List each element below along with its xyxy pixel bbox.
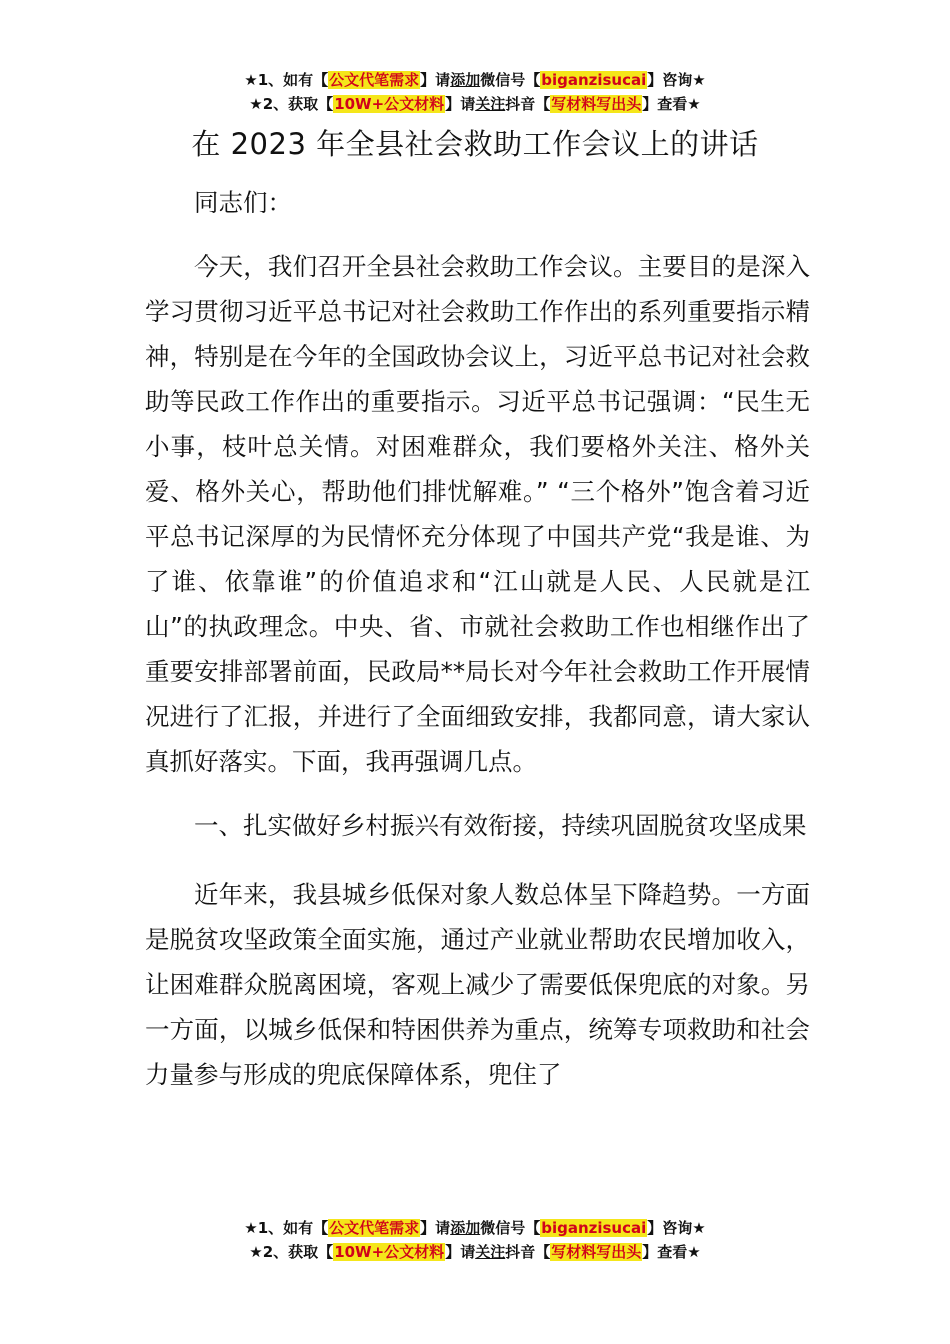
notice-highlight: 公文代笔需求 xyxy=(329,1219,420,1237)
salutation: 同志们： xyxy=(194,188,292,217)
notice-text: 】咨询★ xyxy=(647,71,706,89)
notice-text: 抖音【 xyxy=(505,95,551,113)
notice-text: ★1、如有【 xyxy=(244,1219,329,1237)
notice-highlight: 10W+公文材料 xyxy=(334,1243,445,1261)
notice-text: 】请 xyxy=(445,1243,476,1261)
footer-notice-banner xyxy=(0,1216,950,1264)
notice-highlight: biganzisucai xyxy=(541,1219,647,1237)
notice-highlight: biganzisucai xyxy=(541,71,647,89)
document-body xyxy=(145,180,810,1097)
notice-highlight: 公文代笔需求 xyxy=(329,71,420,89)
notice-highlight: 写材料写出头 xyxy=(551,95,642,113)
notice-underline: 关注 xyxy=(475,1243,506,1261)
notice-underline: 添加 xyxy=(450,71,481,89)
notice-text: 】请 xyxy=(420,1219,451,1237)
notice-text: 】查看★ xyxy=(642,1243,701,1261)
notice-line-1 xyxy=(0,68,950,92)
notice-text: 】查看★ xyxy=(642,95,701,113)
notice-text: 微信号【 xyxy=(480,71,541,89)
notice-line-2 xyxy=(0,1240,950,1264)
notice-text: 】请 xyxy=(445,95,476,113)
notice-underline: 关注 xyxy=(475,95,506,113)
notice-line-1 xyxy=(0,1216,950,1240)
section-heading: 一、扎实做好乡村振兴有效衔接，持续巩固脱贫攻坚成果 xyxy=(194,811,807,840)
notice-text: 】请 xyxy=(420,71,451,89)
notice-text: 抖音【 xyxy=(505,1243,551,1261)
notice-highlight: 写材料写出头 xyxy=(551,1243,642,1261)
notice-line-2 xyxy=(0,92,950,116)
notice-underline: 添加 xyxy=(450,1219,481,1237)
notice-text: 微信号【 xyxy=(480,1219,541,1237)
notice-text: ★2、获取【 xyxy=(249,95,334,113)
notice-text: ★2、获取【 xyxy=(249,1243,334,1261)
document-title: 在 2023 年全县社会救助工作会议上的讲话 xyxy=(191,127,759,161)
paragraph-section-1: 近年来，我县城乡低保对象人数总体呈下降趋势。一方面是脱贫攻坚政策全面实施，通过产业就业帮助农民增加收入，让困难群众脱离困境，客观上减少了需要低保兜底的对象。另一方面，以城乡低保和特困供养为重点，统筹专项救助和社会力量参与形成的兜底保障体系，兜住了 xyxy=(145,880,810,1089)
notice-text: ★1、如有【 xyxy=(244,71,329,89)
header-notice-banner xyxy=(0,68,950,116)
notice-text: 】咨询★ xyxy=(647,1219,706,1237)
paragraph-intro: 今天，我们召开全县社会救助工作会议。主要目的是深入学习贯彻习近平总书记对社会救助工作作出的系列重要指示精神，特别是在今年的全国政协会议上，习近平总书记对社会救助等民政工作作出的重要指示。习近平总书记强调：“民生无小事，枝叶总关情。对困难群众，我们要格外关注、格外关爱、格外关心，帮助他们排忧解难。” “三个格外”饱含着习近平总书记深厚的为民情怀充分体现了中国共产党“我是谁、为了谁、依靠谁”的价值追求和“江山就是人民、人民就是江山”的执政理念。中央、省、市就社会救助工作也相继作出了重要安排部署前面，民政局**局长对今年社会救助工作开展情况进行了汇报，并进行了全面细致安排，我都同意，请大家认真抓好落实。下面，我再强调几点。 xyxy=(145,252,810,776)
notice-highlight: 10W+公文材料 xyxy=(334,95,445,113)
